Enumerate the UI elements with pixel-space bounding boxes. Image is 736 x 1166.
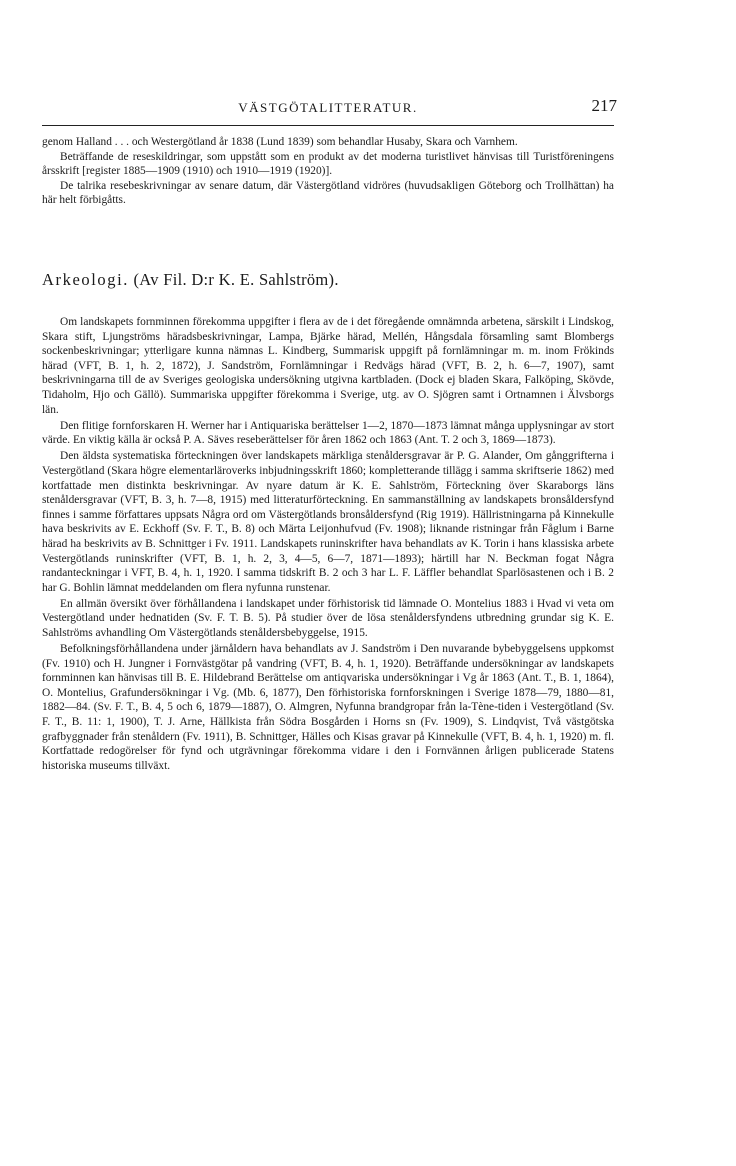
intro-text (42, 135, 614, 208)
section-body (42, 315, 614, 775)
body-paragraph: Den flitige fornforskaren H. Werner har i Antiquariska berättelser 1—2, 1870—1873 lämnat många upplysningar av stort värde. En viktig källa är också P. A. Säves reseberättelser för åren 1862 och 1863 (Ant. T. 2 och 3, 1869—1873). (42, 419, 614, 447)
header-rule (42, 125, 614, 126)
section-title-main: Arkeologi. (42, 270, 130, 289)
body-paragraph: Befolkningsförhållandena under järnåldern hava behandlats av J. Sandström i Den nuvarande bybebyggelsens uppkomst (Fv. 1910) och H. Jungner i Fornvästgötar på vandring (VFT, B. 4, h. 1, 1920). Beträffande undersökningar av landskapets fornminnen kan hänvisas till B. E. Hildebrand Berättelse om antiqvariska undersökningar i Vg år 1863 (Ant. T., B. 1, 1864), O. Montelius, Grafundersökningar i Vg. (Mb. 6, 1877), Den förhistoriska fornforskningen i Sverige 1878—79, 1880—81, 1882—84. (Sv. F. T., B. 4, 5 och 6, 1879—1887), O. Almgren, Nyfunna brandgropar från la-Tène-tiden i Vestergötland (Sv. F. T., B. 11: 1, 1900), T. J. Arne, Hällkista från Södra Bosgården i Horns sn (Fv. 1909), S. Lindqvist, Två västgötska grafbyggnader från stenåldern (Fv. 1911), B. Schnittger, Hälles och Kisas gravar på Kinnekulle (VFT, B. 4, h. 1, 1920) m. fl. Kortfattade redogörelser för fynd och utgrävningar förekomma vidare i den i Fornvännen årligen publicerade Statens historiska museums tillväxt. (42, 643, 614, 772)
intro-paragraph: Beträffande de reseskildringar, som uppstått som en produkt av det moderna turistlivet hänvisas till Turistföreningens årsskrift [register 1885—1909 (1910) och 1910—1919 (1920)]. (42, 150, 614, 178)
running-head: VÄSTGÖTALITTERATUR. (238, 100, 418, 115)
section-heading (42, 270, 339, 290)
intro-paragraph: genom Halland . . . och Westergötland år 1838 (Lund 1839) som behandlar Husaby, Skara och Varnhem. (42, 136, 518, 148)
page-number: 217 (591, 96, 617, 115)
body-paragraph: En allmän översikt över förhållandena i landskapet under förhistorisk tid lämnade O. Montelius 1883 i Hvad vi veta om Vestergötland under hednatiden (Sv. F. T. B. 5). På studier över de lösa stenåldersfyndens utbredning grundar sig K. E. Sahlströms avhandling Om Västergötlands stenåldersbebyggelse, 1915. (42, 597, 614, 639)
page-header (42, 92, 617, 120)
body-paragraph: Om landskapets fornminnen förekomma uppgifter i flera av de i det föregående omnämnda arbetena, särskilt i Lindskog, Skara stift, Ljungströms häradsbeskrivningar, Lampa, Bjärke härad, Mellén, Hångsdala församling samt Blombergs sockenbeskrivningar; ytterligare kunna nämnas L. Kindberg, Summarisk uppgift på fornlämningar m. m. inom Frökinds härad (VFT, B. 1, h. 2, 1872), J. Sandström, Fornlämningar i Redvägs härad (VFT, B. 2, h. 6—7, 1907), samt beskrivningarna till de av Sveriges geologiska undersökning utgivna kartbladen. (Dock ej bladen Skara, Falköping, Skövde, Tidaholm, Hjo och Gällö). Summariska uppgifter förekomma i Sverige, utg. av O. Sjögren samt i Ortnamnen i Älvsborgs län. (42, 316, 614, 416)
body-paragraph: Den äldsta systematiska förteckningen över landskapets märkliga stenåldersgravar är P. G. Alander, Om gånggrifterna i Vestergötland (Skara högre elementarläroverks inbjudningsskrift 1860; kompletterande tillägg i samma skriftserie 1862) med kortfattade men distinkta beskrivningar. Av nyare datum är K. E. Sahlström, Förteckning över Skaraborgs läns stenåldersgravar (VFT, B. 3, h. 7—8, 1915) med litteraturförteckning. En sammanställning av landskapets bronsåldersfynd finnes i samme författares uppsats Några ord om Västergötlands bronsåldersfynd (Rig 1919). Hällristningarna på Kinnekulle hava beskrivits av E. Eckhoff (Sv. F. T., B. 8) och Märta Leijonhufvud (Fv. 1908); liknande ristningar från Fåglum i Barne härad ha beskrivits av B. Schnittger i Fv. 1911. Landskapets runinskrifter hava behandlats av K. Torin i hans klassiska arbete Vestergötlands runinskrifter (VFT, B. 1, h. 2, 3, 4—5, 6—7, 1871—1893); härtill har N. Beckman fogat Några randanteckningar i VFT, B. 4, h. 1, 1920. I samma tidskrift B. 2 och 3 har L. F. Läffler behandlat Sparlösastenen och i B. 2 har G. Bohlin lämnat meddelanden om flera nyfunna runstenar. (42, 450, 614, 594)
intro-paragraph: De talrika resebeskrivningar av senare datum, där Västergötland vidröres (huvudsakligen Göteborg och Trollhättan) ha här helt förbigåtts. (42, 179, 614, 207)
section-title-sub: (Av Fil. D:r K. E. Sahlström). (133, 270, 339, 289)
